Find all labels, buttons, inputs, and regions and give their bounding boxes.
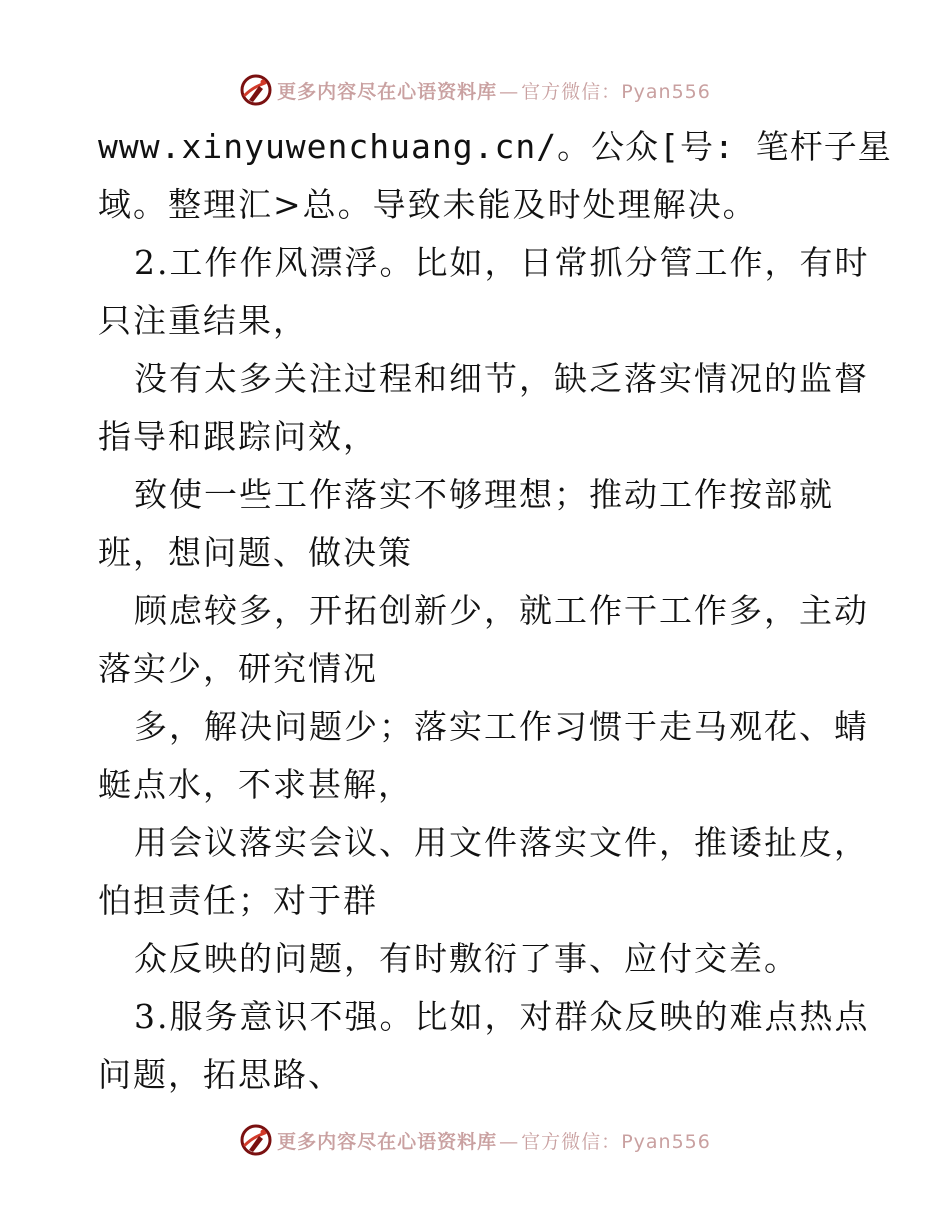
text-line-5: 没有太多关注过程和细节，缺乏落实情况的监督 (134, 359, 869, 398)
text-line-17: 问题，拓思路、 (98, 1055, 343, 1094)
header-banner-title: 更多内容尽在心语资料库 (277, 80, 498, 103)
footer-banner-title: 更多内容尽在心语资料库 (277, 1130, 498, 1153)
text-line-2: 域。整理汇>总。导致未能及时处理解决。 (98, 185, 758, 224)
text-line-4: 只注重结果， (98, 301, 308, 340)
text-line-16: 3.服务意识不强。比如，对群众反映的难点热点 (134, 997, 870, 1036)
header-wechat-label: 官方微信： (521, 80, 622, 103)
footer-wechat-id: Pyan556 (621, 1130, 711, 1153)
header-banner (0, 70, 950, 110)
text-line-12: 蜓点水，不求甚解， (98, 765, 413, 804)
footer-banner-text (277, 1127, 711, 1154)
text-line-14: 怕担责任；对于群 (98, 881, 378, 920)
footer-banner (0, 1120, 950, 1160)
text-line-9: 顾虑较多，开拓创新少，就工作干工作多，主动 (134, 591, 869, 630)
header-banner-dash: — (499, 80, 520, 103)
text-line-10: 落实少，研究情况 (98, 649, 378, 688)
text-line-8: 班，想问题、做决策 (98, 533, 413, 572)
text-line-7: 致使一些工作落实不够理想；推动工作按部就 (134, 475, 834, 514)
quill-pen-logo-icon (239, 73, 273, 107)
document-body (98, 118, 892, 1104)
footer-banner-dash: — (499, 1130, 520, 1153)
text-line-3: 2.工作作风漂浮。比如，日常抓分管工作，有时 (134, 243, 870, 282)
text-line-15: 众反映的问题，有时敷衍了事、应付交差。 (134, 939, 799, 978)
text-line-13: 用会议落实会议、用文件落实文件，推诿扯皮， (134, 823, 869, 862)
text-line-1-content: www.xinyuwenchuang.cn/。公众[号: 笔杆子星 (98, 127, 892, 166)
text-line-6: 指导和跟踪问效， (98, 417, 378, 456)
footer-wechat-label: 官方微信： (521, 1130, 622, 1153)
header-banner-text (277, 77, 711, 104)
quill-pen-logo-icon (239, 1123, 273, 1157)
header-wechat-id: Pyan556 (621, 80, 711, 103)
text-line-11: 多，解决问题少；落实工作习惯于走马观花、蜻 (134, 707, 869, 746)
text-line-1 (98, 118, 892, 176)
